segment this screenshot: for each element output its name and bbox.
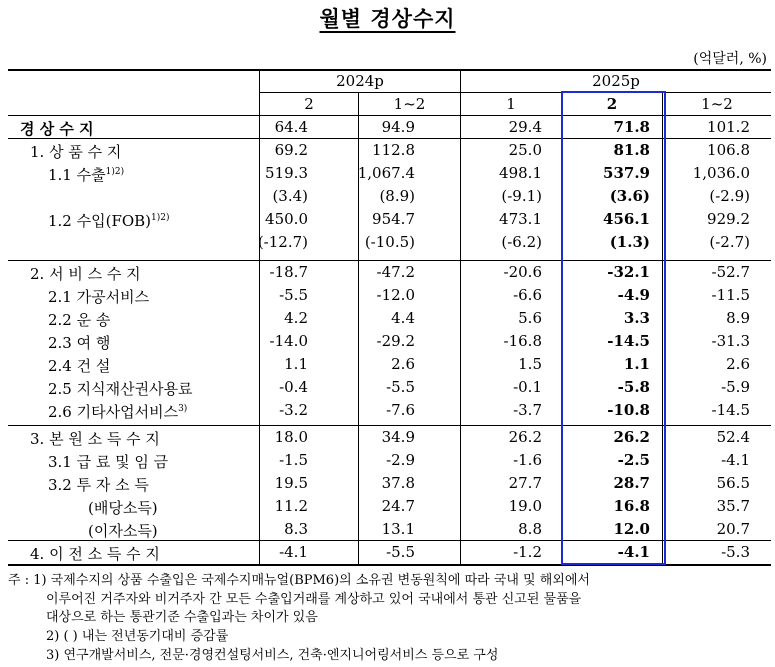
cell-value: 112.8 <box>372 141 415 159</box>
cell-value: (1.3) <box>609 233 650 251</box>
row-label: 2.6 기타사업서비스$^{3)}$ <box>48 403 188 421</box>
table-row <box>8 331 771 353</box>
cell-value: 8.8 <box>518 520 542 538</box>
cell-value: 519.3 <box>265 164 308 182</box>
cell-value: -3.7 <box>513 401 542 419</box>
table-row <box>8 163 771 185</box>
cell-value: 16.8 <box>613 497 650 515</box>
page-title: 월별 경상수지 <box>319 6 456 31</box>
cell-value: -1.2 <box>513 543 542 561</box>
cell-value: -12.0 <box>376 286 415 304</box>
cell-value: (-9.1) <box>501 187 542 205</box>
cell-value: (3.4) <box>272 187 308 205</box>
table-row <box>8 377 771 399</box>
cell-value: -7.6 <box>386 401 415 419</box>
row-label: 2.3 여 행 <box>48 334 111 352</box>
cell-value: 1,036.0 <box>692 164 750 182</box>
cell-value: -5.9 <box>721 378 750 396</box>
cell-value: -4.1 <box>279 543 308 561</box>
cell-value: -5.5 <box>386 378 415 396</box>
cell-value: -32.1 <box>607 263 650 281</box>
table-row <box>8 519 771 541</box>
cell-value: -6.6 <box>513 286 542 304</box>
cell-value: (-12.7) <box>257 233 308 251</box>
cell-value: -2.9 <box>386 451 415 469</box>
cell-value: 4.2 <box>284 309 308 327</box>
footnote-line: 대상으로 하는 통관기준 수출입과는 차이가 있음 <box>46 610 318 625</box>
row-label: 경 상 수 지 <box>20 120 94 138</box>
cell-value: 27.7 <box>508 474 542 492</box>
table-row <box>8 450 771 472</box>
cell-value: 5.6 <box>518 309 542 327</box>
cell-value: (3.6) <box>609 187 650 205</box>
cell-value: 1.5 <box>518 355 542 373</box>
cell-value: -31.3 <box>711 332 750 350</box>
cell-value: 24.7 <box>381 497 415 515</box>
footnote-ref: 1)2) <box>105 167 125 177</box>
year-divider <box>260 92 771 93</box>
cell-value: (-10.5) <box>364 233 415 251</box>
row-label: 2.5 지식재산권사용료 <box>48 380 193 398</box>
cell-value: 3.3 <box>623 309 650 327</box>
cell-value: 456.1 <box>603 210 650 228</box>
cell-value: -5.3 <box>721 543 750 561</box>
cell-value: -5.5 <box>386 543 415 561</box>
header-col: 1~2 <box>701 95 733 113</box>
cell-value: 25.0 <box>508 141 542 159</box>
header-col: 1~2 <box>393 95 426 113</box>
cell-value: 35.7 <box>716 497 750 515</box>
cell-value: -5.8 <box>617 378 650 396</box>
cell-value: 71.8 <box>613 118 650 136</box>
cell-value: -4.1 <box>617 543 650 561</box>
cell-value: 19.5 <box>274 474 308 492</box>
cell-value: -14.5 <box>711 401 750 419</box>
cell-value: 4.4 <box>391 309 415 327</box>
footnote-line: 이루어진 거주자와 비거주자 간 모든 수출입거래를 계상하고 있어 국내에서 통관 신고된 물품을 <box>46 592 582 607</box>
footnote-line: 2) ( ) 내는 전년동기대비 증감률 <box>46 629 229 644</box>
row-label: 3.2 투 자 소 득 <box>48 476 149 494</box>
cell-value: 94.9 <box>381 118 415 136</box>
cell-value: 1.1 <box>284 355 308 373</box>
cell-value: -1.6 <box>513 451 542 469</box>
cell-value: 20.7 <box>716 520 750 538</box>
cell-value: 12.0 <box>613 520 650 538</box>
cell-value: 13.1 <box>381 520 415 538</box>
row-label: 2.1 가공서비스 <box>48 288 150 306</box>
cell-value: 929.2 <box>707 210 750 228</box>
table-row <box>8 285 771 307</box>
cell-value: 11.2 <box>274 497 308 515</box>
footnote-line: 주 : 1) 국제수지의 상품 수출입은 국제수지매뉴얼(BPM6)의 소유권 변동원칙에 따라 국내 및 해외에서 <box>8 573 590 588</box>
cell-value: 37.8 <box>381 474 415 492</box>
cell-value: 106.8 <box>707 141 750 159</box>
table-top-rule <box>8 69 771 71</box>
footnote-line: 3) 연구개발서비스, 전문·경영컨설팅서비스, 건축·엔지니어링서비스 등으로 구성 <box>46 648 499 663</box>
header-year-2024: 2024p <box>336 72 384 90</box>
table-row <box>8 262 771 284</box>
header-col: 2 <box>304 95 314 113</box>
cell-value: -0.4 <box>279 378 308 396</box>
table-row <box>8 496 771 518</box>
cell-value: 537.9 <box>603 164 650 182</box>
table-row <box>8 473 771 495</box>
cell-value: 52.4 <box>716 428 750 446</box>
unit-label: (억달러, %) <box>693 51 767 67</box>
cell-value: -4.1 <box>721 451 750 469</box>
cell-value: -52.7 <box>711 263 750 281</box>
cell-value: (8.9) <box>379 187 415 205</box>
cell-value: -5.5 <box>279 286 308 304</box>
header-col: 2 <box>606 95 618 113</box>
row-label: 2.2 운 송 <box>48 311 111 329</box>
cell-value: 64.4 <box>274 118 308 136</box>
row-label: 2.4 건 설 <box>48 357 111 375</box>
cell-value: -47.2 <box>376 263 415 281</box>
row-label: 4. 이 전 소 득 수 지 <box>30 545 160 563</box>
table-row <box>8 308 771 330</box>
cell-value: 56.5 <box>716 474 750 492</box>
table-row <box>8 232 771 254</box>
cell-value: -11.5 <box>711 286 750 304</box>
cell-value: 26.2 <box>613 428 650 446</box>
cell-value: -18.7 <box>269 263 308 281</box>
table-row <box>8 542 771 564</box>
cell-value: 34.9 <box>381 428 415 446</box>
cell-value: -1.5 <box>279 451 308 469</box>
cell-value: 28.7 <box>613 474 650 492</box>
cell-value: 1.1 <box>623 355 650 373</box>
cell-value: 1,067.4 <box>357 164 415 182</box>
cell-value: -14.0 <box>269 332 308 350</box>
table-row <box>8 140 771 162</box>
cell-value: 954.7 <box>372 210 415 228</box>
table-row <box>8 209 771 231</box>
cell-value: 29.4 <box>508 118 542 136</box>
cell-value: -20.6 <box>503 263 542 281</box>
cell-value: -14.5 <box>607 332 650 350</box>
cell-value: -2.5 <box>617 451 650 469</box>
footnote-ref: 3) <box>178 404 188 414</box>
table-row <box>8 427 771 449</box>
cell-value: -0.1 <box>513 378 542 396</box>
row-label: (이자소득) <box>88 522 158 540</box>
cell-value: (-6.2) <box>501 233 542 251</box>
cell-value: 81.8 <box>613 141 650 159</box>
cell-value: 473.1 <box>499 210 542 228</box>
cell-value: -16.8 <box>503 332 542 350</box>
table-row <box>8 117 771 139</box>
table-row <box>8 400 771 422</box>
row-label: 3. 본 원 소 득 수 지 <box>30 430 160 448</box>
cell-value: 2.6 <box>391 355 415 373</box>
table-row <box>8 354 771 376</box>
cell-value: (-2.7) <box>709 233 750 251</box>
row-label: 1.1 수출$^{1)2)}$ <box>48 166 125 184</box>
header-col: 1 <box>506 95 516 113</box>
cell-value: 19.0 <box>508 497 542 515</box>
cell-value: 101.2 <box>707 118 750 136</box>
footnote-ref: 1)2) <box>151 213 170 223</box>
row-label: 1. 상 품 수 지 <box>30 143 122 161</box>
cell-value: -4.9 <box>617 286 650 304</box>
table-row <box>8 186 771 208</box>
row-label: 3.1 급 료 및 임 금 <box>48 453 169 471</box>
cell-value: 69.2 <box>274 141 308 159</box>
cell-value: -3.2 <box>279 401 308 419</box>
row-label: (배당소득) <box>88 499 158 517</box>
cell-value: -29.2 <box>376 332 415 350</box>
cell-value: -10.8 <box>607 401 650 419</box>
cell-value: 8.9 <box>726 309 750 327</box>
row-label: 1.2 수입(FOB)$^{1)2)}$ <box>48 212 170 230</box>
cell-value: 2.6 <box>726 355 750 373</box>
header-year-2025: 2025p <box>592 72 640 90</box>
cell-value: 498.1 <box>499 164 542 182</box>
cell-value: 8.3 <box>284 520 308 538</box>
cell-value: (-2.9) <box>709 187 750 205</box>
cell-value: 450.0 <box>265 210 308 228</box>
row-label: 2. 서 비 스 수 지 <box>30 265 141 283</box>
cell-value: 26.2 <box>508 428 542 446</box>
cell-value: 18.0 <box>274 428 308 446</box>
